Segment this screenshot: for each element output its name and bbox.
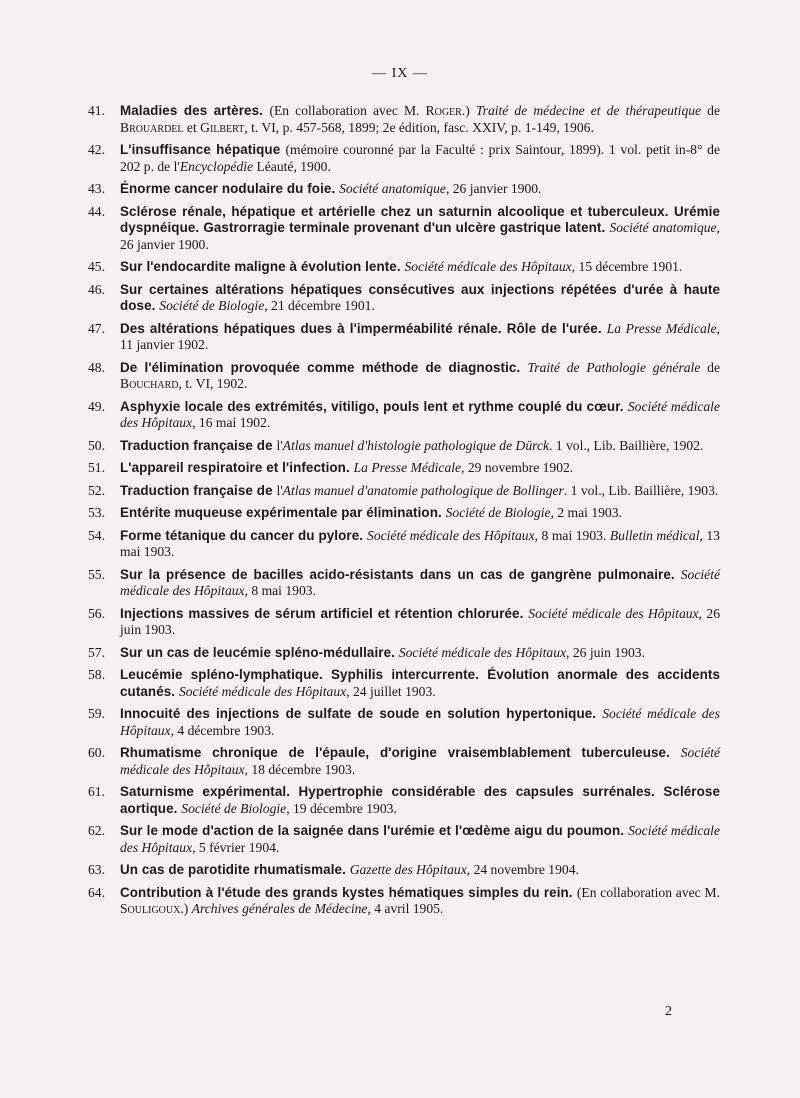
entry-number: 50.: [88, 437, 105, 453]
bibliography-entry: [88, 706, 720, 739]
entry-title: L'insuffisance hépatique: [120, 142, 286, 157]
entry-number: 51.: [88, 460, 105, 475]
entry-number: 57.: [88, 644, 105, 660]
entry-text: .): [180, 901, 192, 916]
entry-source: Gazette des Hôpitaux: [349, 862, 467, 877]
entry-text: , 26 juin 1903.: [566, 644, 645, 660]
entry-text: , 24 juillet 1903.: [346, 683, 436, 699]
entry-text: (En collaboration avec M.: [269, 103, 426, 118]
entry-text: , 4 décembre 1903.: [170, 722, 275, 738]
entry-text: , 4 avril 1905.: [367, 901, 444, 916]
bibliography-entry: [88, 528, 720, 561]
entry-title: Sur la présence de bacilles acido-résistants dans un cas de gangrène pulmonaire.: [120, 566, 681, 582]
entry-text: , 8 mai 1903.: [244, 583, 316, 598]
entry-text: , t. VI, 1902.: [178, 376, 248, 391]
author-name: Gilbert: [200, 119, 245, 135]
entry-title: L'appareil respiratoire et l'infection.: [120, 460, 354, 475]
entry-source: Société anatomique: [339, 181, 446, 196]
entry-text: l': [276, 482, 283, 498]
entry-source: Traité de médecine et de thérapeutique: [475, 103, 702, 118]
entry-number: 56.: [88, 605, 105, 621]
entry-title: Injections massives de sérum artificiel et rétention chlorurée.: [120, 605, 529, 621]
entry-text: , 2 mai 1903.: [550, 505, 622, 520]
bibliography-entry: [88, 667, 720, 700]
entry-source: Société médicale des Hôpitaux: [178, 683, 347, 699]
entry-title: Des altérations hépatiques dues à l'imperméabilité rénale. Rôle de l'urée.: [120, 320, 607, 336]
entry-title: Sur l'endocardite maligne à évolution lente.: [120, 259, 405, 274]
entry-number: 45.: [88, 259, 105, 274]
entry-source: Société médicale des Hôpitaux: [120, 745, 720, 777]
bibliography-entry: [88, 784, 720, 817]
entry-text: Léauté, 1900.: [253, 158, 331, 174]
entry-number: 62.: [88, 823, 105, 838]
entry-text: de: [701, 103, 720, 118]
entry-source: Société médicale des Hôpitaux: [367, 527, 535, 543]
entry-number: 46.: [88, 281, 105, 297]
bibliography-entry: [88, 438, 720, 455]
bibliography-entry: [88, 862, 720, 879]
entry-source: Société médicale des Hôpitaux: [404, 259, 572, 274]
entry-title: Traduction française de: [120, 482, 277, 498]
entry-number: 43.: [88, 181, 105, 196]
entry-text: , 15 décembre 1901.: [571, 259, 683, 274]
entry-number: 64.: [88, 884, 105, 900]
entry-text: , 26 juin 1903.: [120, 605, 720, 637]
entry-text: , 26 janvier 1900.: [445, 181, 542, 196]
entry-number: 41.: [88, 103, 105, 118]
entry-title: Sur certaines altérations hépatiques consécutives aux injections répétées d'urée à haute dose.: [120, 281, 720, 313]
entry-title: Rhumatisme chronique de l'épaule, d'origine vraisemblablement tuberculeuse.: [120, 745, 681, 760]
author-name: Brouardel: [120, 119, 184, 135]
entry-source: Société médicale des Hôpitaux: [528, 605, 699, 621]
entry-title: Sclérose rénale, hépatique et artérielle chez un saturnin alcoolique et tuberculeux. Urémie dyspnéique. Gastrorragie terminale provenant d'un ulcère gastrique latent.: [120, 203, 720, 235]
entry-number: 60.: [88, 745, 105, 760]
entry-text: , 29 novembre 1902.: [461, 460, 574, 475]
bibliography-entry: [88, 282, 720, 315]
entry-source: Société médicale des Hôpitaux: [120, 566, 720, 598]
entry-text: , 21 décembre 1901.: [264, 298, 375, 313]
entry-source: Traité de Pathologie générale: [527, 359, 701, 375]
entry-source: Encyclopédie: [179, 158, 254, 174]
entry-source: Bulletin médical: [609, 527, 700, 543]
entry-title: Innocuité des injections de sulfate de soude en solution hypertonique.: [120, 706, 603, 721]
bibliography-entry: [88, 483, 720, 500]
entry-number: 55.: [88, 566, 105, 582]
entry-number: 42.: [88, 142, 105, 157]
entry-title: Asphyxie locale des extrémités, vitiligo, pouls lent et rythme couplé du cœur.: [120, 398, 628, 414]
entry-text: . 1 vol., Lib. Baillière, 1902.: [548, 437, 704, 453]
entry-number: 52.: [88, 482, 105, 498]
entry-text: l': [276, 437, 283, 453]
bibliography-entry: [88, 360, 720, 393]
entry-title: Contribution à l'étude des grands kystes hématiques simples du rein.: [120, 884, 577, 900]
entry-text: de: [700, 359, 720, 375]
entry-source: Archives générales de Médecine: [191, 901, 368, 916]
entry-text: et: [183, 119, 201, 135]
entry-text: , 11 janvier 1902.: [120, 320, 720, 352]
entry-text: .): [461, 103, 476, 118]
entry-number: 59.: [88, 706, 105, 721]
entry-title: De l'élimination provoquée comme méthode de diagnostic.: [120, 359, 528, 375]
bibliography-entry: [88, 181, 720, 198]
entry-title: Un cas de parotidite rhumatismale.: [120, 862, 350, 877]
bibliography-entry: [88, 567, 720, 600]
entry-source: La Presse Médicale: [353, 460, 462, 475]
entry-source: Société de Biologie: [159, 298, 265, 313]
entry-title: Leucémie spléno-lymphatique. Syphilis intercurrente. Évolution anormale des accidents cutanés.: [120, 667, 720, 699]
author-name: Bouchard: [120, 376, 179, 391]
entry-source: Atlas manuel d'anatomie pathologique de Bollinger: [282, 482, 564, 498]
entry-source: Société médicale des Hôpitaux: [398, 644, 567, 660]
entry-source: Société de Biologie: [445, 505, 551, 520]
entry-number: 54.: [88, 527, 105, 543]
page-header: — IX —: [372, 66, 428, 81]
entry-text: (mémoire couronné par la Faculté : prix Saintour, 1899). 1 vol. petit in-8° de 202 p. de l': [120, 142, 721, 174]
page-number: 2: [665, 1004, 672, 1019]
bibliography-entry: [88, 885, 720, 918]
entry-title: Traduction française de: [120, 437, 277, 453]
bibliography-entry: [88, 103, 720, 136]
entry-text: , 19 décembre 1903.: [286, 800, 397, 816]
bibliography-entry: [88, 505, 720, 522]
entry-text: , 8 mai 1903.: [534, 527, 610, 543]
entry-source: Société médicale des Hôpitaux: [120, 398, 720, 430]
entry-source: Société de Biologie: [181, 800, 287, 816]
entry-text: , 26 janvier 1900.: [120, 220, 720, 252]
bibliography-entry: [88, 321, 720, 354]
bibliography-entry: [88, 259, 720, 276]
entry-text: , 18 décembre 1903.: [244, 761, 356, 777]
entry-number: 63.: [88, 862, 105, 877]
entry-text: , t. VI, p. 457-568, 1899; 2e édition, fasc. XXIV, p. 1-149, 1906.: [244, 119, 594, 135]
entry-source: Société médicale des Hôpitaux: [120, 823, 720, 855]
entry-source: Atlas manuel d'histologie pathologique de Dürck: [282, 437, 549, 453]
bibliography-list: [88, 103, 720, 924]
bibliography-entry: [88, 142, 720, 175]
entry-source: Société anatomique: [609, 220, 717, 235]
entry-title: Énorme cancer nodulaire du foie.: [120, 181, 340, 196]
entry-number: 58.: [88, 667, 105, 682]
entry-text: (En collaboration avec M.: [576, 884, 720, 900]
entry-number: 47.: [88, 320, 105, 336]
entry-title: Forme tétanique du cancer du pylore.: [120, 527, 368, 543]
bibliography-entry: [88, 645, 720, 662]
bibliography-entry: [88, 823, 720, 856]
entry-text: , 24 novembre 1904.: [466, 862, 579, 877]
entry-text: , 16 mai 1902.: [192, 415, 271, 430]
bibliography-entry: [88, 399, 720, 432]
entry-text: , 13 mai 1903.: [120, 527, 720, 559]
entry-number: 48.: [88, 359, 105, 375]
bibliography-entry: [88, 745, 720, 778]
author-name: Roger: [425, 103, 462, 118]
entry-number: 61.: [88, 784, 105, 799]
entry-title: Sur le mode d'action de la saignée dans l'urémie et l'œdème aigu du poumon.: [120, 823, 629, 838]
entry-number: 53.: [88, 505, 105, 520]
entry-text: , 5 février 1904.: [192, 839, 280, 855]
bibliography-entry: [88, 460, 720, 477]
entry-title: Saturnisme expérimental. Hypertrophie considérable des capsules surrénales. Sclérose aortique.: [120, 784, 720, 816]
entry-number: 44.: [88, 203, 105, 219]
author-name: Souligoux: [120, 901, 181, 916]
entry-title: Sur un cas de leucémie spléno-médullaire.: [120, 644, 399, 660]
entry-number: 49.: [88, 398, 105, 414]
entry-source: Société médicale des Hôpitaux: [120, 706, 720, 738]
entry-source: La Presse Médicale: [606, 320, 717, 336]
bibliography-entry: [88, 606, 720, 639]
entry-title: Entérite muqueuse expérimentale par élimination.: [120, 505, 446, 520]
bibliography-entry: [88, 204, 720, 254]
entry-title: Maladies des artères.: [120, 103, 270, 118]
entry-text: . 1 vol., Lib. Baillière, 1903.: [563, 482, 719, 498]
